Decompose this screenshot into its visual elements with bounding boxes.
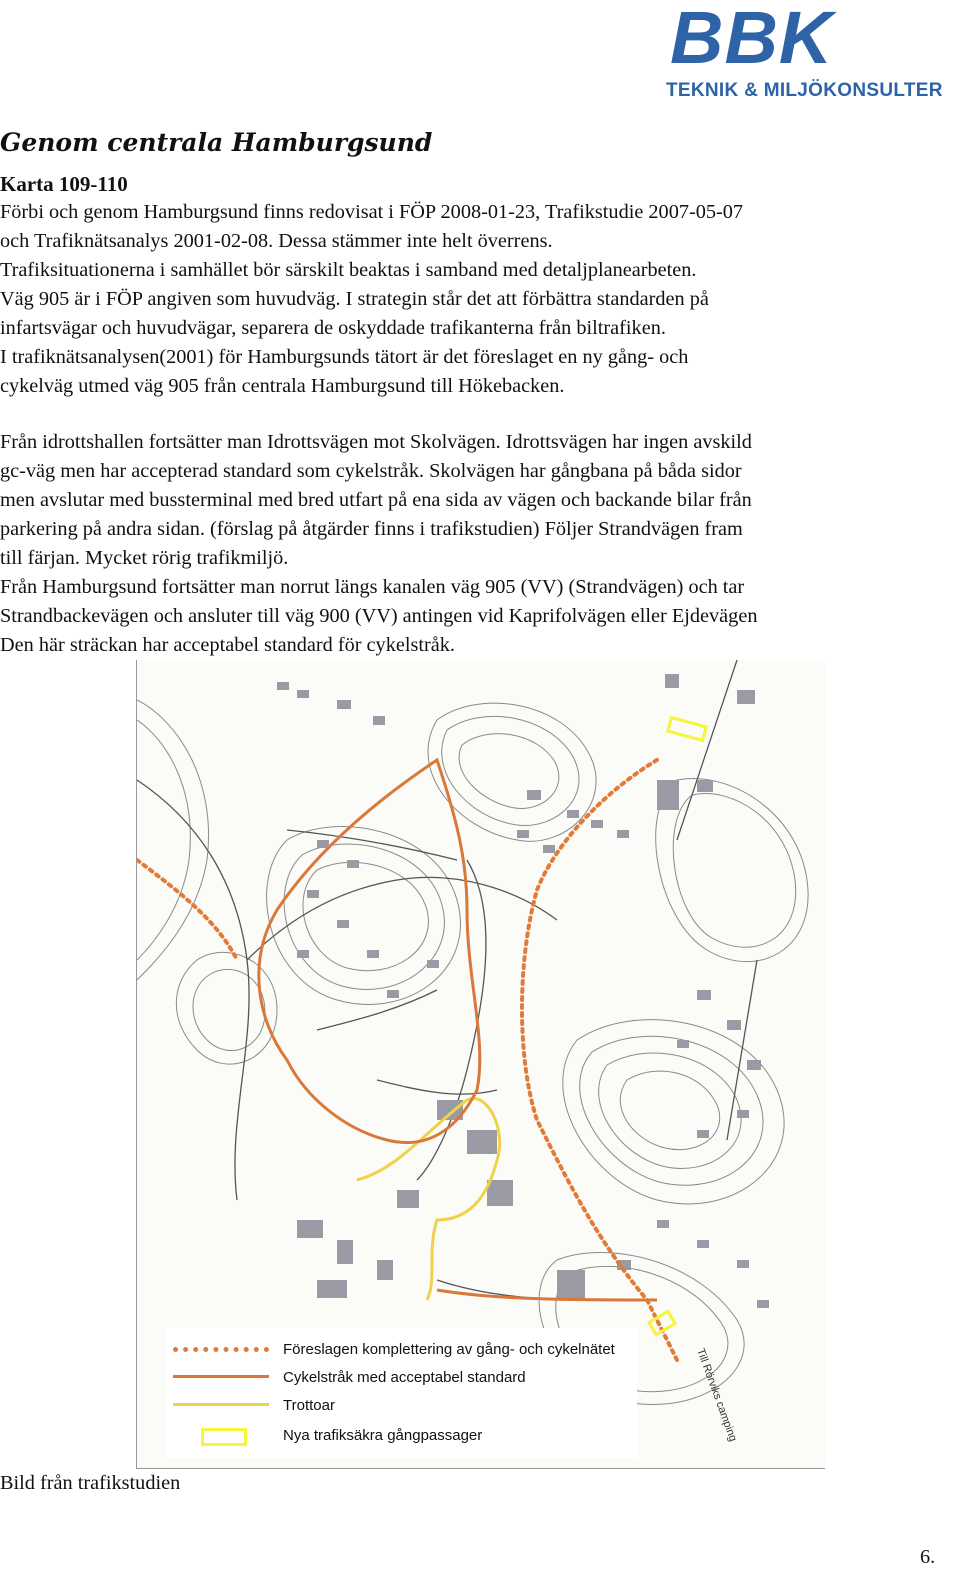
paragraph-line: Väg 905 är i FÖP angiven som huvudväg. I strategin står det att förbättra standarden på <box>0 288 709 310</box>
contour-lines <box>137 700 808 1405</box>
box-swatch <box>201 1428 247 1446</box>
road-label: Till Rörviks camping <box>694 1346 739 1444</box>
section-heading: Genom centrala Hamburgsund <box>0 128 433 157</box>
paragraph-line: Trafiksituationerna i samhället bör särskilt beaktas i samband med detaljplanearbeten. <box>0 259 697 281</box>
paragraph-line: Från Hamburgsund fortsätter man norrut längs kanalen väg 905 (VV) (Strandvägen) och tar <box>0 576 745 598</box>
paragraph-line: infartsvägar och huvudvägar, separera de oskyddade trafikanterna från biltrafiken. <box>0 317 666 339</box>
logo-mark: BBK <box>670 0 834 79</box>
road-network <box>137 660 757 1300</box>
logo-subtitle: TEKNIK & MILJÖKONSULTER <box>666 80 943 101</box>
paragraph-line: men avslutar med bussterminal med bred utfart på ena sida av vägen och backande bilar från <box>0 489 752 511</box>
legend-label: Nya trafiksäkra gångpassager <box>283 1427 483 1444</box>
solid-line-swatch <box>173 1375 269 1378</box>
dotted-line-swatch <box>173 1347 269 1352</box>
legend-item <box>167 1394 637 1418</box>
legend-item <box>167 1338 637 1362</box>
traffic-study-map <box>136 660 825 1469</box>
figure-caption: Bild från trafikstudien <box>0 1472 181 1494</box>
company-logo <box>666 2 956 106</box>
paragraph-line: Från idrottshallen fortsätter man Idrottsvägen mot Skolvägen. Idrottsvägen har ingen avskild <box>0 431 752 453</box>
body-text <box>0 198 950 660</box>
crossing-marker <box>668 718 706 741</box>
paragraph-line: cykelväg utmed väg 905 från centrala Hamburgsund till Hökebacken. <box>0 375 565 397</box>
paragraph-line: parkering på andra sidan. (förslag på åtgärder finns i trafikstudien) Följer Strandvägen fram <box>0 518 743 540</box>
paragraph-line: Strandbackevägen och ansluter till väg 900 (VV) antingen vid Kaprifolvägen eller Ejdevägen <box>0 605 758 627</box>
paragraph-line: I trafiknätsanalysen(2001) för Hamburgsunds tätort är det föreslaget en ny gång- och <box>0 346 689 368</box>
legend-label: Trottoar <box>283 1397 335 1414</box>
paragraph-line: Förbi och genom Hamburgsund finns redovisat i FÖP 2008-01-23, Trafikstudie 2007-05-07 <box>0 201 744 223</box>
legend-label: Föreslagen komplettering av gång- och cykelnätet <box>283 1341 615 1358</box>
page-number: 6. <box>920 1546 936 1568</box>
paragraph-gap <box>0 401 950 428</box>
legend-item <box>167 1366 637 1390</box>
paragraph-line: och Trafiknätsanalys 2001-02-08. Dessa stämmer inte helt överrens. <box>0 230 553 252</box>
legend-item <box>167 1424 637 1448</box>
paragraph-line: gc-väg men har accepterad standard som cykelstråk. Skolvägen har gångbana på båda sidor <box>0 460 742 482</box>
solid-line-swatch <box>173 1403 269 1406</box>
acceptable-cycle-route <box>437 1290 657 1300</box>
paragraph-line: Den här sträckan har acceptabel standard för cykelstråk. <box>0 634 455 656</box>
map-reference: Karta 109-110 <box>0 172 128 196</box>
paragraph-line: till färjan. Mycket rörig trafikmiljö. <box>0 547 289 569</box>
legend-label: Cykelstråk med acceptabel standard <box>283 1369 526 1386</box>
map-legend <box>167 1328 637 1458</box>
